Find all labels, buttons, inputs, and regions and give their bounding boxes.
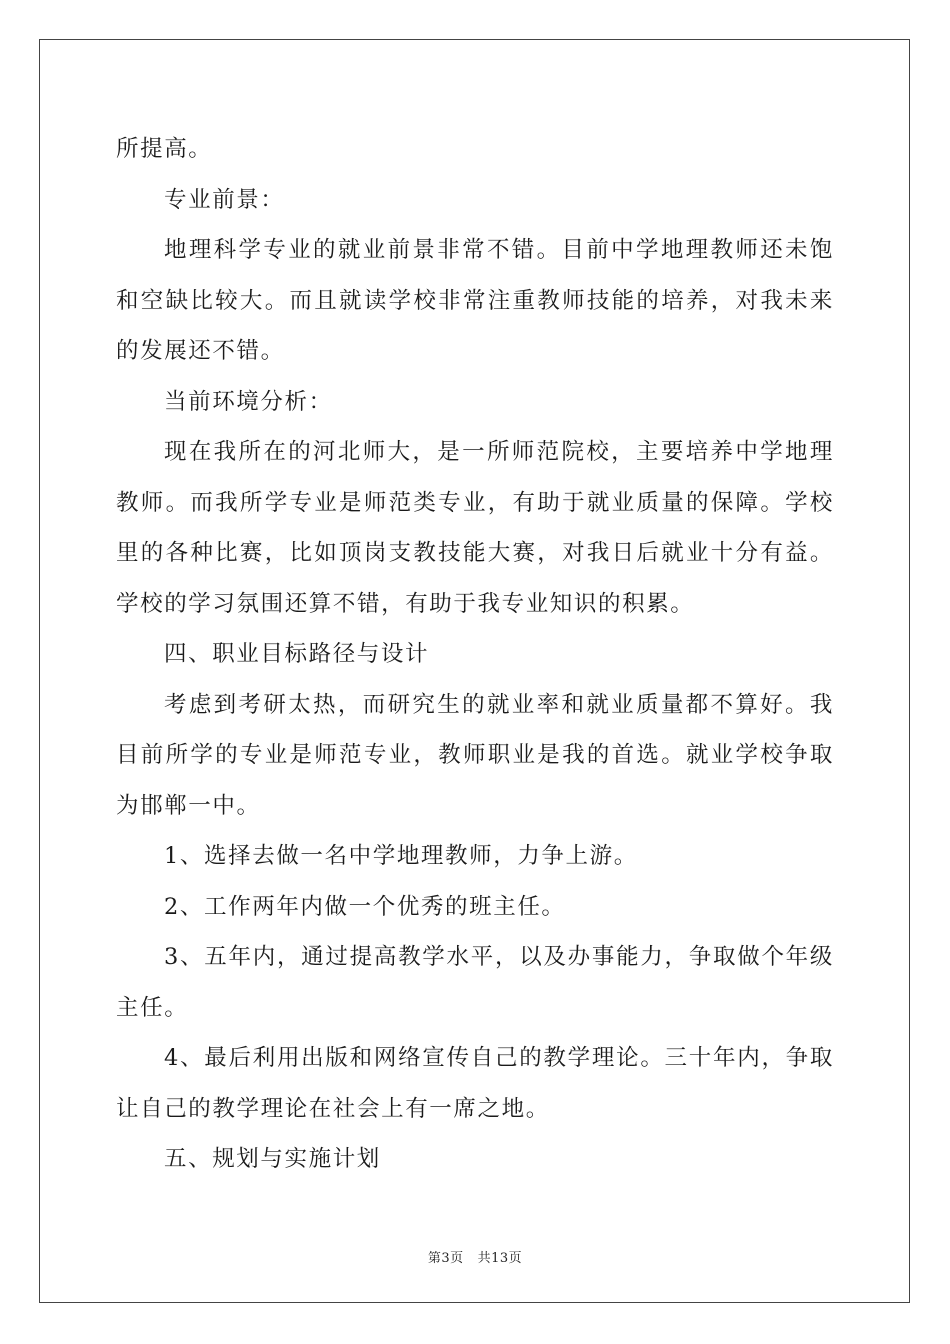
- paragraph-environment-analysis: 现在我所在的河北师大，是一所师范院校，主要培养中学地理教师。而我所学专业是师范类专业，有助于就业质量的保障。学校里的各种比赛，比如顶岗支教技能大赛，对我日后就业十分有益。学校的学习氛围还算不错，有助于我专业知识的积累。: [116, 439, 834, 617]
- paragraph-career-goal: 考虑到考研太热，而研究生的就业率和就业质量都不算好。我目前所学的专业是师范专业，教师职业是我的首选。就业学校争取为邯郸一中。: [116, 691, 834, 819]
- list-item-4: 4、最后利用出版和网络宣传自己的教学理论。三十年内，争取让自己的教学理论在社会上有一席之地。: [116, 1045, 834, 1122]
- document-body: [116, 124, 834, 1185]
- heading-environment-analysis: 当前环境分析：: [164, 388, 333, 415]
- paragraph-career-prospects: 地理科学专业的就业前景非常不错。目前中学地理教师还未饱和空缺比较大。而且就读学校非常注重教师技能的培养，对我未来的发展还不错。: [116, 237, 834, 364]
- heading-section-four: 四、职业目标路径与设计: [164, 641, 430, 667]
- list-item-2: 2、工作两年内做一个优秀的班主任。: [164, 893, 566, 920]
- paragraph-1: 所提高。: [116, 136, 213, 162]
- page-footer: [0, 1247, 950, 1266]
- list-item-1: 1、选择去做一名中学地理教师，力争上游。: [164, 843, 638, 869]
- page-total: 共13页: [477, 1251, 523, 1266]
- heading-section-five: 五、规划与实施计划: [164, 1146, 381, 1172]
- page-number: 第3页: [427, 1251, 464, 1266]
- heading-career-prospects: 专业前景：: [164, 186, 285, 213]
- list-item-3: 3、五年内，通过提高教学水平，以及办事能力，争取做个年级主任。: [116, 944, 834, 1021]
